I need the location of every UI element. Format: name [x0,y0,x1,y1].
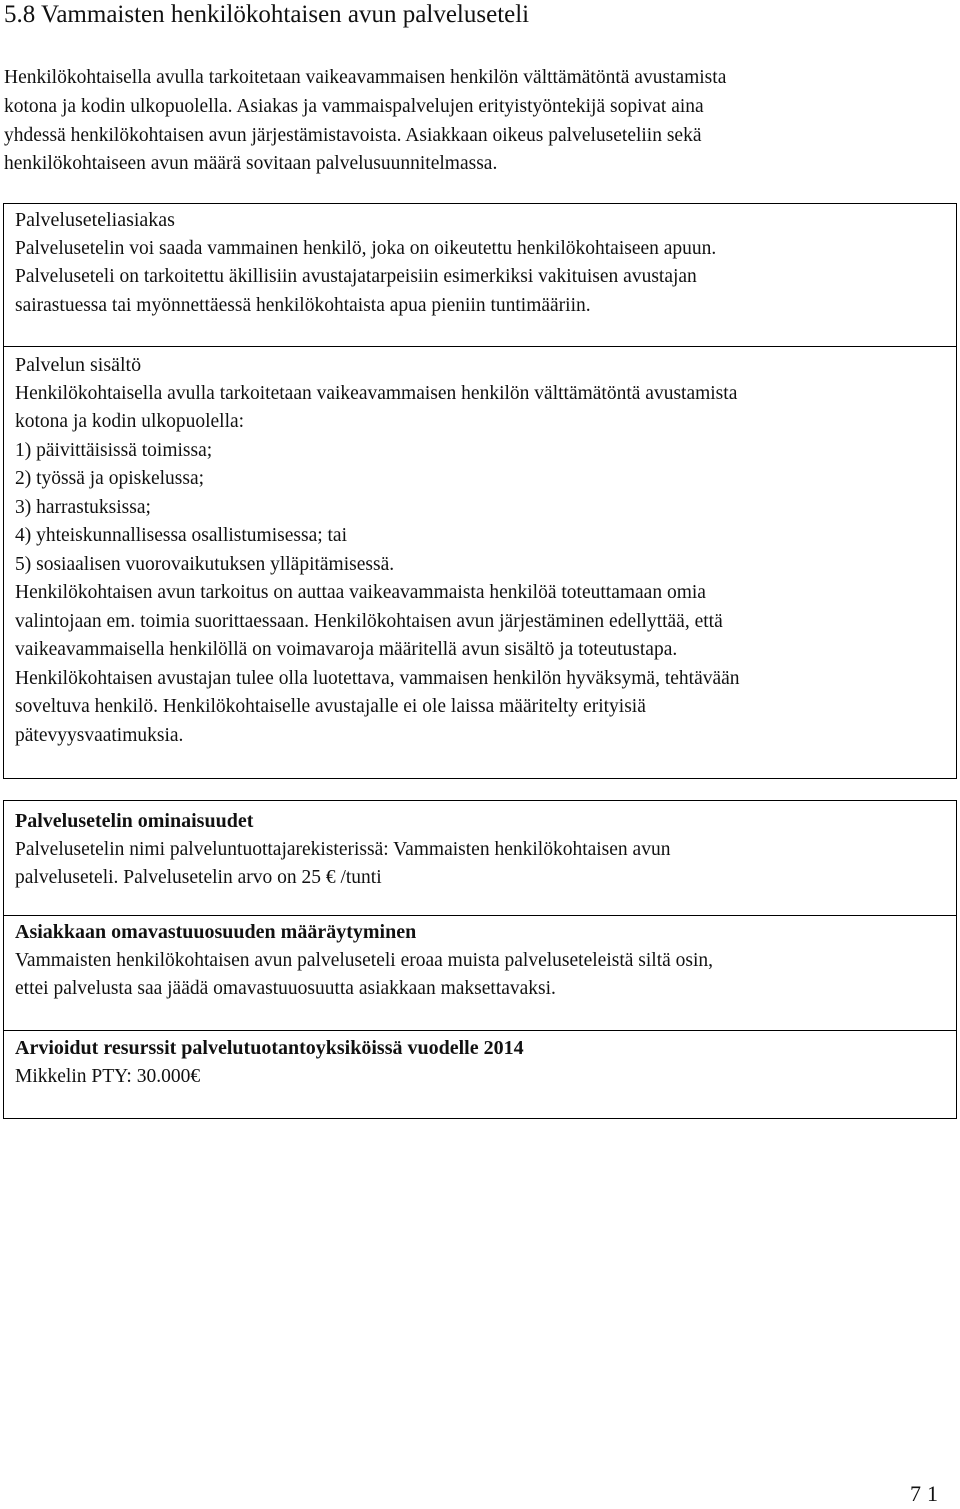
box-line: ettei palvelusta saa jäädä omavastuuosuutta asiakkaan maksettavaksi. [15,978,556,999]
box-line: pätevyysvaatimuksia. [15,724,184,746]
box-line: 5) sosiaalisen vuorovaikutuksen ylläpitämisessä. [15,553,395,575]
box-line: Palveluseteli on tarkoitettu äkillisiin avustajatarpeisiin esimerkiksi vakituisen avustajan [15,266,697,287]
box-heading: Asiakkaan omavastuuosuuden määräytyminen [15,921,417,943]
box-heading: Arvioidut resurssit palvelutuotantoyksiköissä vuodelle 2014 [15,1037,524,1059]
box-heading: Palvelusetelin ominaisuudet [15,810,254,832]
page-number: 71 [910,1481,944,1506]
intro-line: henkilökohtaiseen avun määrä sovitaan palvelusuunnitelmassa. [4,153,498,175]
box-line: 3) harrastuksissa; [15,496,151,518]
intro-line: yhdessä henkilökohtaisen avun järjestämistavoista. Asiakkaan oikeus palveluseteliin sekä [4,124,702,146]
box-arvioidut-resurssit [3,1030,957,1119]
box-line: Henkilökohtaisella avulla tarkoitetaan vaikeavammaisen henkilön välttämätöntä avustamista [15,382,738,404]
intro-paragraph [4,64,954,179]
intro-line: kotona ja kodin ulkopuolella. Asiakas ja vammaispalvelujen erityistyöntekijä sopivat aina [4,95,704,117]
box-line: Mikkelin PTY: 30.000€ [15,1065,201,1087]
box-line: kotona ja kodin ulkopuolella: [15,411,245,432]
intro-line: Henkilökohtaisella avulla tarkoitetaan vaikeavammaisen henkilön välttämätöntä avustamista [4,67,727,88]
box-heading: Palvelun sisältö [15,354,142,376]
box-line: 4) yhteiskunnallisessa osallistumisessa; tai [15,525,348,546]
box-line: Palvelusetelin nimi palveluntuottajarekisterissä: Vammaisten henkilökohtaisen avun [15,838,671,860]
box-line: palveluseteli. Palvelusetelin arvo on 25 € /tunti [15,867,382,888]
box-line: 1) päivittäisissä toimissa; [15,439,213,461]
box-line: 2) työssä ja opiskelussa; [15,468,205,489]
box-palvelusetelin-ominaisuudet [3,800,957,916]
box-omavastuuosuus [3,915,957,1031]
box-line: soveltuva henkilö. Henkilökohtaiselle avustajalle ei ole laissa määritelty erityisiä [15,696,646,717]
box-line: Henkilökohtaisen avustajan tulee olla luotettava, vammaisen henkilön hyväksymä, tehtävään [15,667,740,689]
box-palvelun-sisalto [3,346,957,779]
box-heading: Palveluseteliasiakas [15,209,175,231]
box-palveluseteliasiakas [3,203,957,347]
box-line: Henkilökohtaisen avun tarkoitus on auttaa vaikeavammaista henkilöä toteuttamaan omia [15,582,706,603]
box-line: valintojaan em. toimia suorittaessaan. Henkilökohtaisen avun järjestäminen edellyttää, että [15,610,723,632]
box-line: vaikeavammaisella henkilöllä on voimavaroja määritellä avun sisältö ja toteutustapa. [15,639,678,660]
box-line: sairastuessa tai myönnettäessä henkilökohtaista apua pieniin tuntimääriin. [15,294,591,316]
section-title: 5.8 Vammaisten henkilökohtaisen avun palveluseteli [4,1,530,28]
box-line: Vammaisten henkilökohtaisen avun palveluseteli eroaa muista palveluseteleistä siltä osin, [15,949,714,971]
box-line: Palvelusetelin voi saada vammainen henkilö, joka on oikeutettu henkilökohtaiseen apuun. [15,237,717,259]
